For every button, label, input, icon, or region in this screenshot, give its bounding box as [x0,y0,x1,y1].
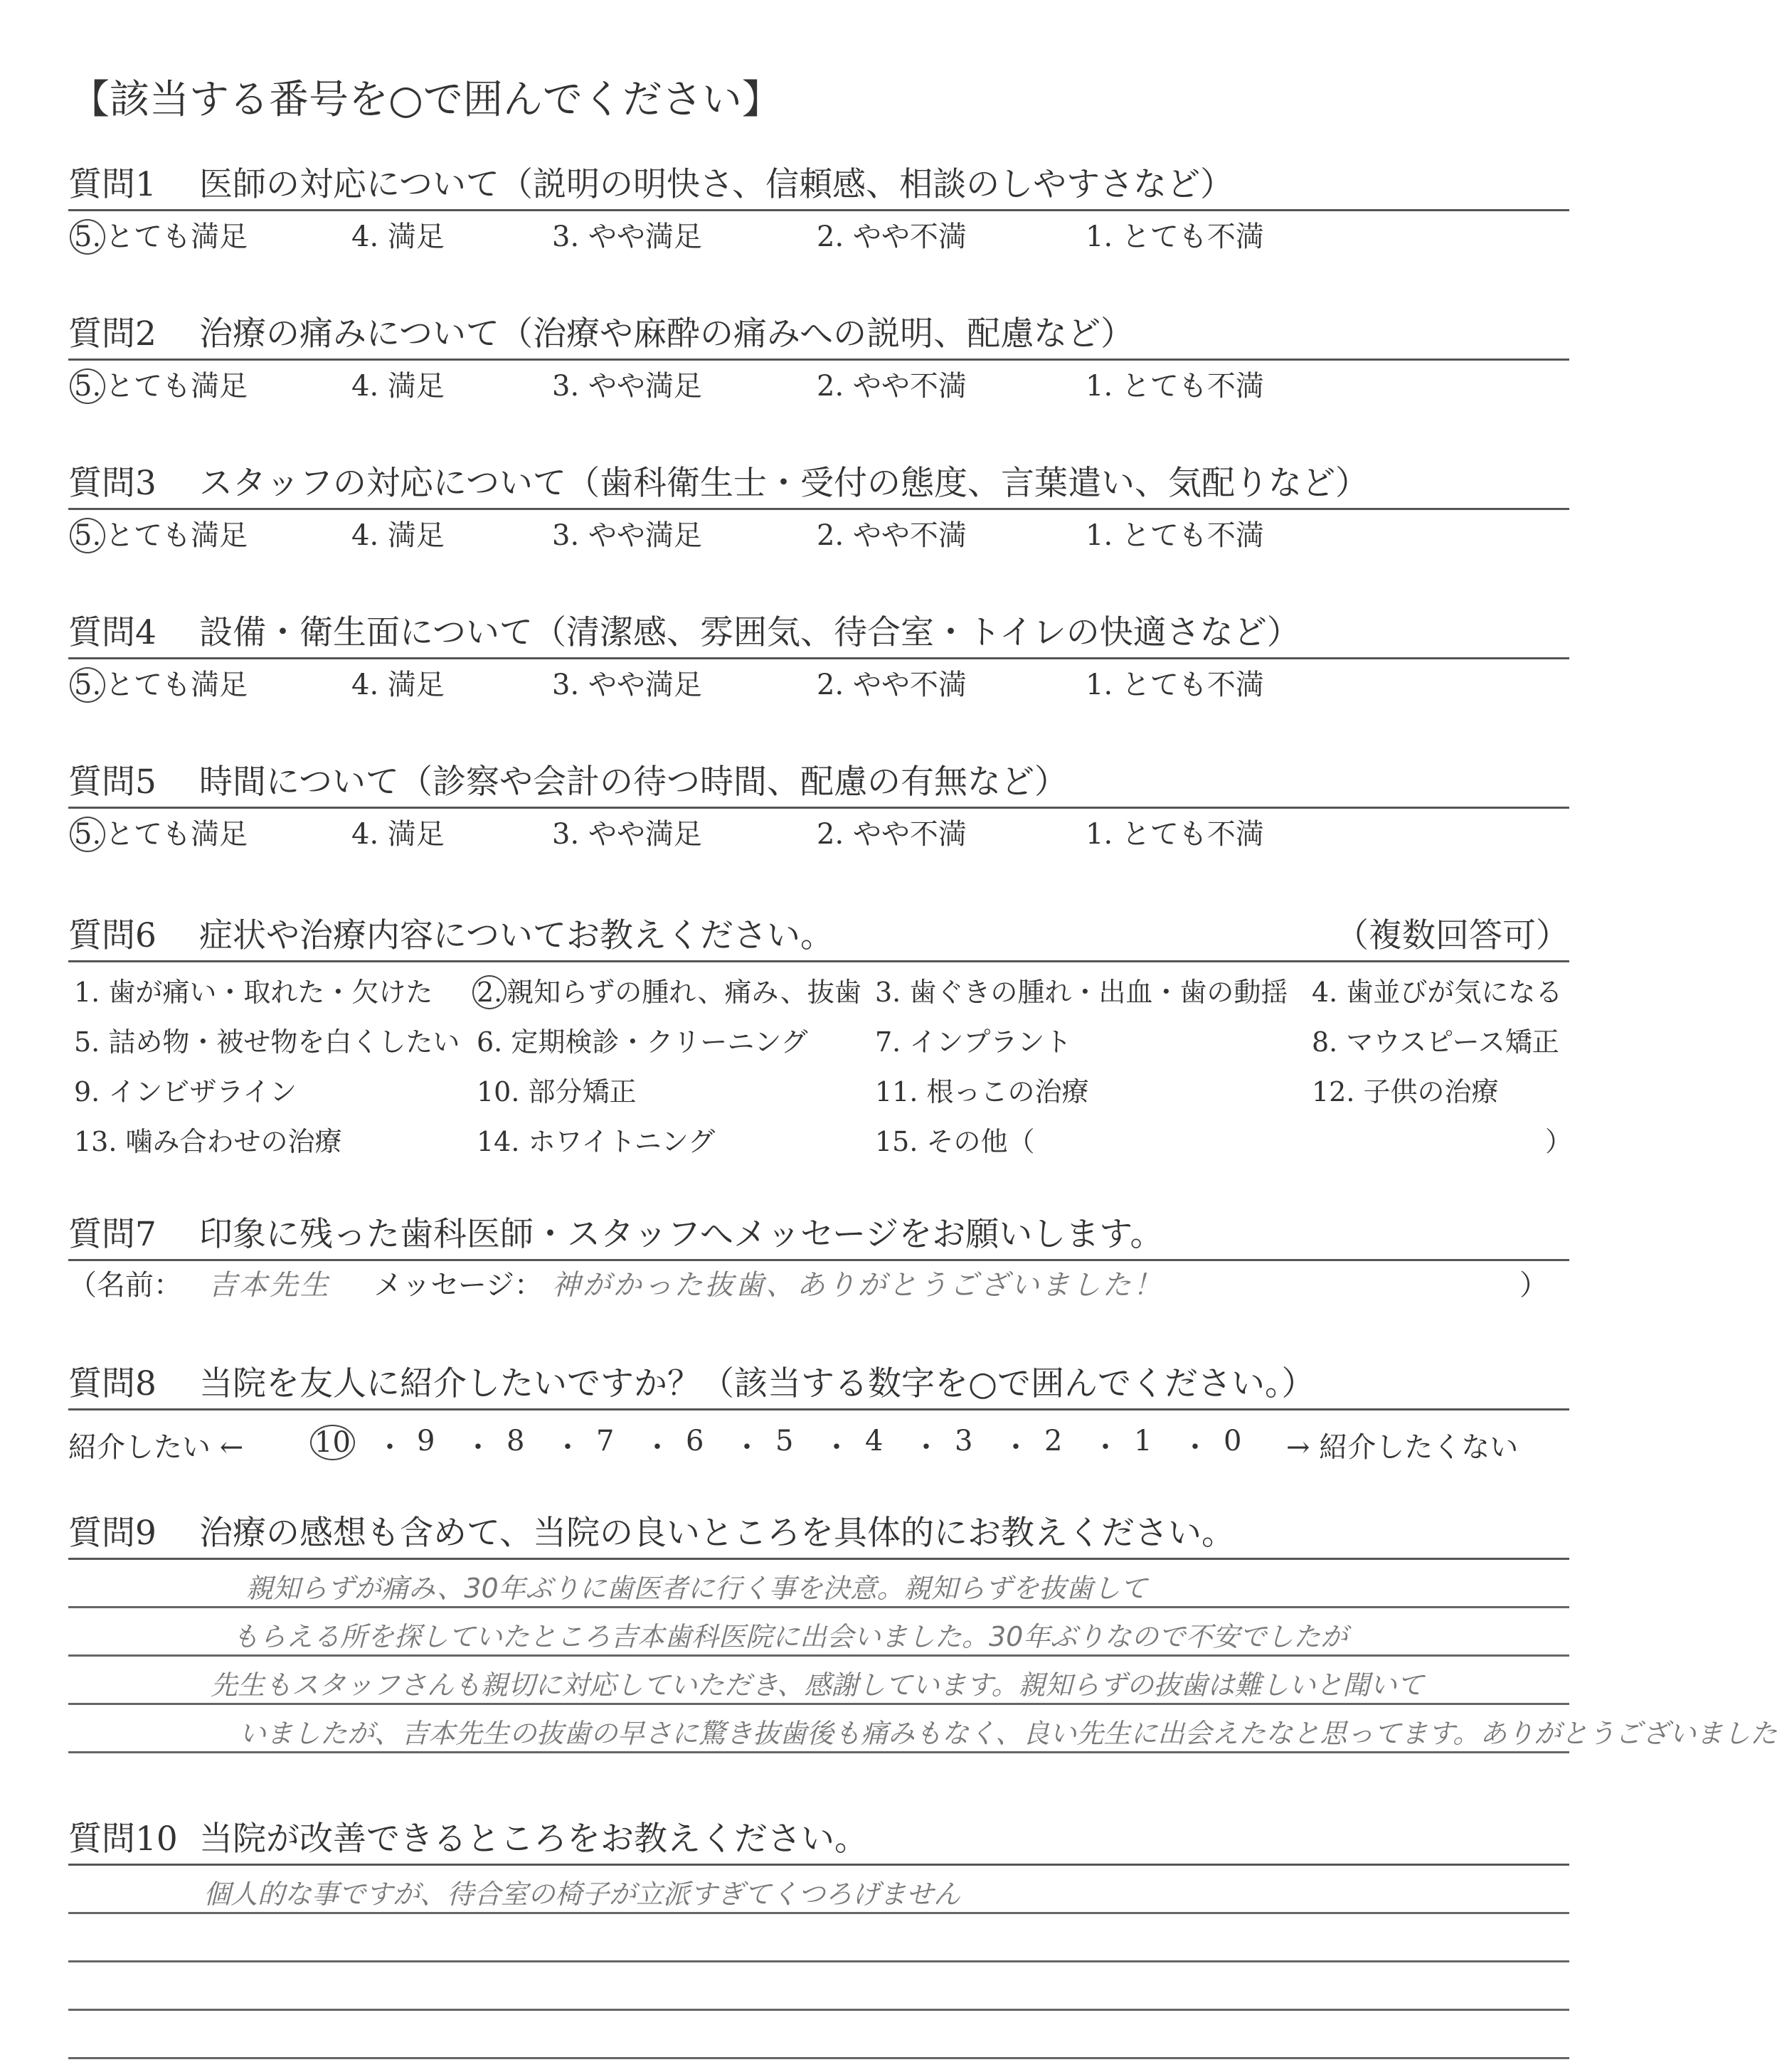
scale-dot: ・ [822,1431,851,1464]
scale-6[interactable]: 6 [686,1425,704,1457]
answer-line-2[interactable] [68,1914,1569,1962]
option-4[interactable]: 4. 満足 [351,221,445,253]
recommend-right-label: → 紹介したくない [1286,1431,1519,1464]
question-6 [68,912,1573,1169]
option-3[interactable]: 3. やや満足 [552,370,702,403]
symptom-6[interactable]: 6. 定期検診・クリーニング [477,1026,808,1058]
option-3[interactable]: 3. やや満足 [552,669,702,701]
rating-options [68,659,1569,711]
question-number: 質問3 [68,464,157,503]
scale-dot: ・ [553,1431,582,1464]
selected-circle: 5. [70,368,105,404]
answer-line-4[interactable] [68,2011,1569,2059]
option-4[interactable]: 4. 満足 [351,818,445,851]
rating-options [68,809,1569,860]
question-5 [68,758,1569,860]
question-number: 質問5 [68,763,157,802]
recommend-scale [68,1410,1569,1467]
question-text: 治療の感想も含めて、当院の良いところを具体的にお教えください。 [199,1514,1236,1553]
symptom-1[interactable]: 1. 歯が痛い・取れた・欠けた [74,977,433,1008]
option-5[interactable]: 5. とても満足 [70,371,248,402]
option-2[interactable]: 2. やや不満 [817,519,967,552]
question-6-title [68,912,1569,962]
question-7 [68,1211,1569,1309]
name-value[interactable]: 吉本先生 [208,1269,331,1302]
option-5[interactable]: 5. とても満足 [70,520,248,551]
symptom-9[interactable]: 9. インビザライン [74,1076,297,1107]
option-3[interactable]: 3. やや満足 [552,221,702,253]
scale-dot: ・ [1091,1431,1120,1464]
symptom-12[interactable]: 12. 子供の治療 [1312,1076,1499,1107]
message-close-paren: ） [1519,1269,1548,1302]
symptom-3[interactable]: 3. 歯ぐきの腫れ・出血・歯の動揺 [875,977,1288,1008]
selected-circle: 5. [70,667,105,703]
question-text: 治療の痛みについて（治療や麻酔の痛みへの説明、配慮など） [199,314,1135,354]
symptom-5[interactable]: 5. 詰め物・被せ物を白くしたい [74,1026,460,1058]
symptom-11[interactable]: 11. 根っこの治療 [875,1076,1089,1107]
question-number: 質問7 [68,1215,157,1254]
answer-line-1[interactable]: 親知らずが痛み、30年ぶりに歯医者に行く事を決意。親知らずを抜歯して [68,1560,1569,1608]
scale-dot: ・ [376,1431,404,1464]
option-1[interactable]: 1. とても不満 [1086,669,1264,701]
question-7-title [68,1211,1569,1261]
question-1-title [68,161,1569,211]
symptom-10[interactable]: 10. 部分矯正 [477,1076,637,1107]
question-text: 医師の対応について（説明の明快さ、信頼感、相談のしやすさなど） [199,165,1234,204]
symptom-8[interactable]: 8. マウスピース矯正 [1312,1026,1559,1058]
question-2 [68,310,1569,412]
page-title: 【該当する番号を○で囲んでください】 [70,77,782,123]
scale-8[interactable]: 8 [506,1425,525,1457]
question-9 [68,1509,1777,1753]
selected-circle: 2. [472,975,506,1009]
question-10 [68,1815,1569,2059]
message-line [68,1261,1569,1309]
option-3[interactable]: 3. やや満足 [552,519,702,552]
recommend-left-label: 紹介したい ← [68,1431,244,1464]
answer-lines [68,1866,1569,2059]
question-text: 印象に残った歯科医師・スタッフへメッセージをお願いします。 [199,1215,1164,1254]
option-1[interactable]: 1. とても不満 [1086,519,1264,552]
question-number: 質問9 [68,1514,157,1553]
question-4-title [68,609,1569,659]
scale-7[interactable]: 7 [596,1425,615,1457]
option-5[interactable]: 5. とても満足 [70,819,248,850]
answer-lines [68,1560,1777,1753]
option-5[interactable]: 5. とても満足 [70,669,248,701]
question-1 [68,161,1569,262]
question-number: 質問6 [68,916,157,955]
option-2[interactable]: 2. やや不満 [817,818,967,851]
question-10-title [68,1815,1569,1866]
scale-1[interactable]: 1 [1134,1425,1152,1457]
question-3-title [68,459,1569,510]
question-2-title [68,310,1569,361]
option-4[interactable]: 4. 満足 [351,519,445,552]
question-text: 当院を友人に紹介したいですか？（該当する数字を○で囲んでください。） [199,1364,1315,1403]
scale-dot: ・ [643,1431,672,1464]
answer-line-3[interactable] [68,1962,1569,2011]
scale-9[interactable]: 9 [417,1425,435,1457]
symptom-13[interactable]: 13. 噛み合わせの治療 [74,1126,342,1157]
question-8-title [68,1360,1569,1410]
scale-2[interactable]: 2 [1044,1425,1063,1457]
option-2[interactable]: 2. やや不満 [817,221,967,253]
multiple-answers-hint: （複数回答可） [1335,916,1569,955]
scale-dot: ・ [1181,1431,1209,1464]
scale-3[interactable]: 3 [955,1425,973,1457]
selected-circle: 5. [70,817,105,852]
symptom-2[interactable]: 2. 親知らずの腫れ、痛み、抜歯 [472,975,861,1009]
option-1[interactable]: 1. とても不満 [1086,370,1264,403]
symptom-7[interactable]: 7. インプラント [875,1026,1072,1058]
question-3 [68,459,1569,561]
option-3[interactable]: 3. やや満足 [552,818,702,851]
option-1[interactable]: 1. とても不満 [1086,818,1264,851]
option-5[interactable]: 5. とても満足 [70,221,248,253]
question-number: 質問8 [68,1364,157,1403]
answer-line-1[interactable]: 個人的な事ですが、待合室の椅子が立派すぎてくつろげません [68,1866,1569,1914]
question-text: 当院が改善できるところをお教えください。 [199,1819,868,1859]
scale-4[interactable]: 4 [865,1425,884,1457]
question-text: 時間について（診察や会計の待つ時間、配慮の有無など） [199,763,1068,802]
scale-10-selected[interactable]: 10 [310,1425,355,1460]
message-value[interactable]: 神がかった抜歯、ありがとうございました！ [551,1269,1164,1302]
symptom-14[interactable]: 14. ホワイトニング [477,1126,716,1157]
scale-0[interactable]: 0 [1224,1425,1242,1457]
answer-line-3[interactable]: 先生もスタッフさんも親切に対応していただき、感謝しています。親知らずの抜歯は難しいと聞いて [68,1657,1569,1705]
other-close-paren: ） [1545,1126,1573,1157]
scale-dot: ・ [464,1431,492,1464]
question-text: 症状や治療内容についてお教えください。 [199,916,834,955]
question-text: スタッフの対応について（歯科衛生士・受付の態度、言葉遣い、気配りなど） [199,464,1369,503]
scale-dot: ・ [912,1431,940,1464]
symptom-4[interactable]: 4. 歯並びが気になる [1312,977,1563,1008]
option-2[interactable]: 2. やや不満 [817,370,967,403]
rating-options [68,361,1569,412]
question-number: 質問10 [68,1819,178,1859]
rating-options [68,510,1569,561]
option-4[interactable]: 4. 満足 [351,370,445,403]
question-4 [68,609,1569,711]
answer-line-4[interactable]: いましたが、吉本先生の抜歯の早さに驚き抜歯後も痛みもなく、良い先生に出会えたなと思ってます。ありがとうございました [68,1705,1569,1753]
question-8 [68,1360,1569,1467]
name-label: （名前： [68,1269,182,1302]
question-text: 設備・衛生面について（清潔感、雰囲気、待合室・トイレの快適さなど） [199,613,1300,652]
scale-dot: ・ [733,1431,761,1464]
question-number: 質問2 [68,314,157,354]
question-5-title [68,758,1569,809]
option-4[interactable]: 4. 満足 [351,669,445,701]
selected-circle: 5. [70,518,105,553]
scale-5[interactable]: 5 [775,1425,794,1457]
symptom-options [68,962,1573,1169]
question-9-title [68,1509,1569,1560]
scale-dot: ・ [1002,1431,1030,1464]
question-number: 質問4 [68,613,157,652]
option-2[interactable]: 2. やや不満 [817,669,967,701]
rating-options [68,211,1569,262]
message-label: メッセージ： [373,1269,543,1302]
selected-circle: 5. [70,219,105,255]
option-1[interactable]: 1. とても不満 [1086,221,1264,253]
symptom-15-other[interactable]: 15. その他（ [875,1126,1035,1157]
question-number: 質問1 [68,165,157,204]
answer-line-2[interactable]: もらえる所を探していたところ吉本歯科医院に出会いました。30年ぶりなので不安でしたが [68,1608,1569,1657]
